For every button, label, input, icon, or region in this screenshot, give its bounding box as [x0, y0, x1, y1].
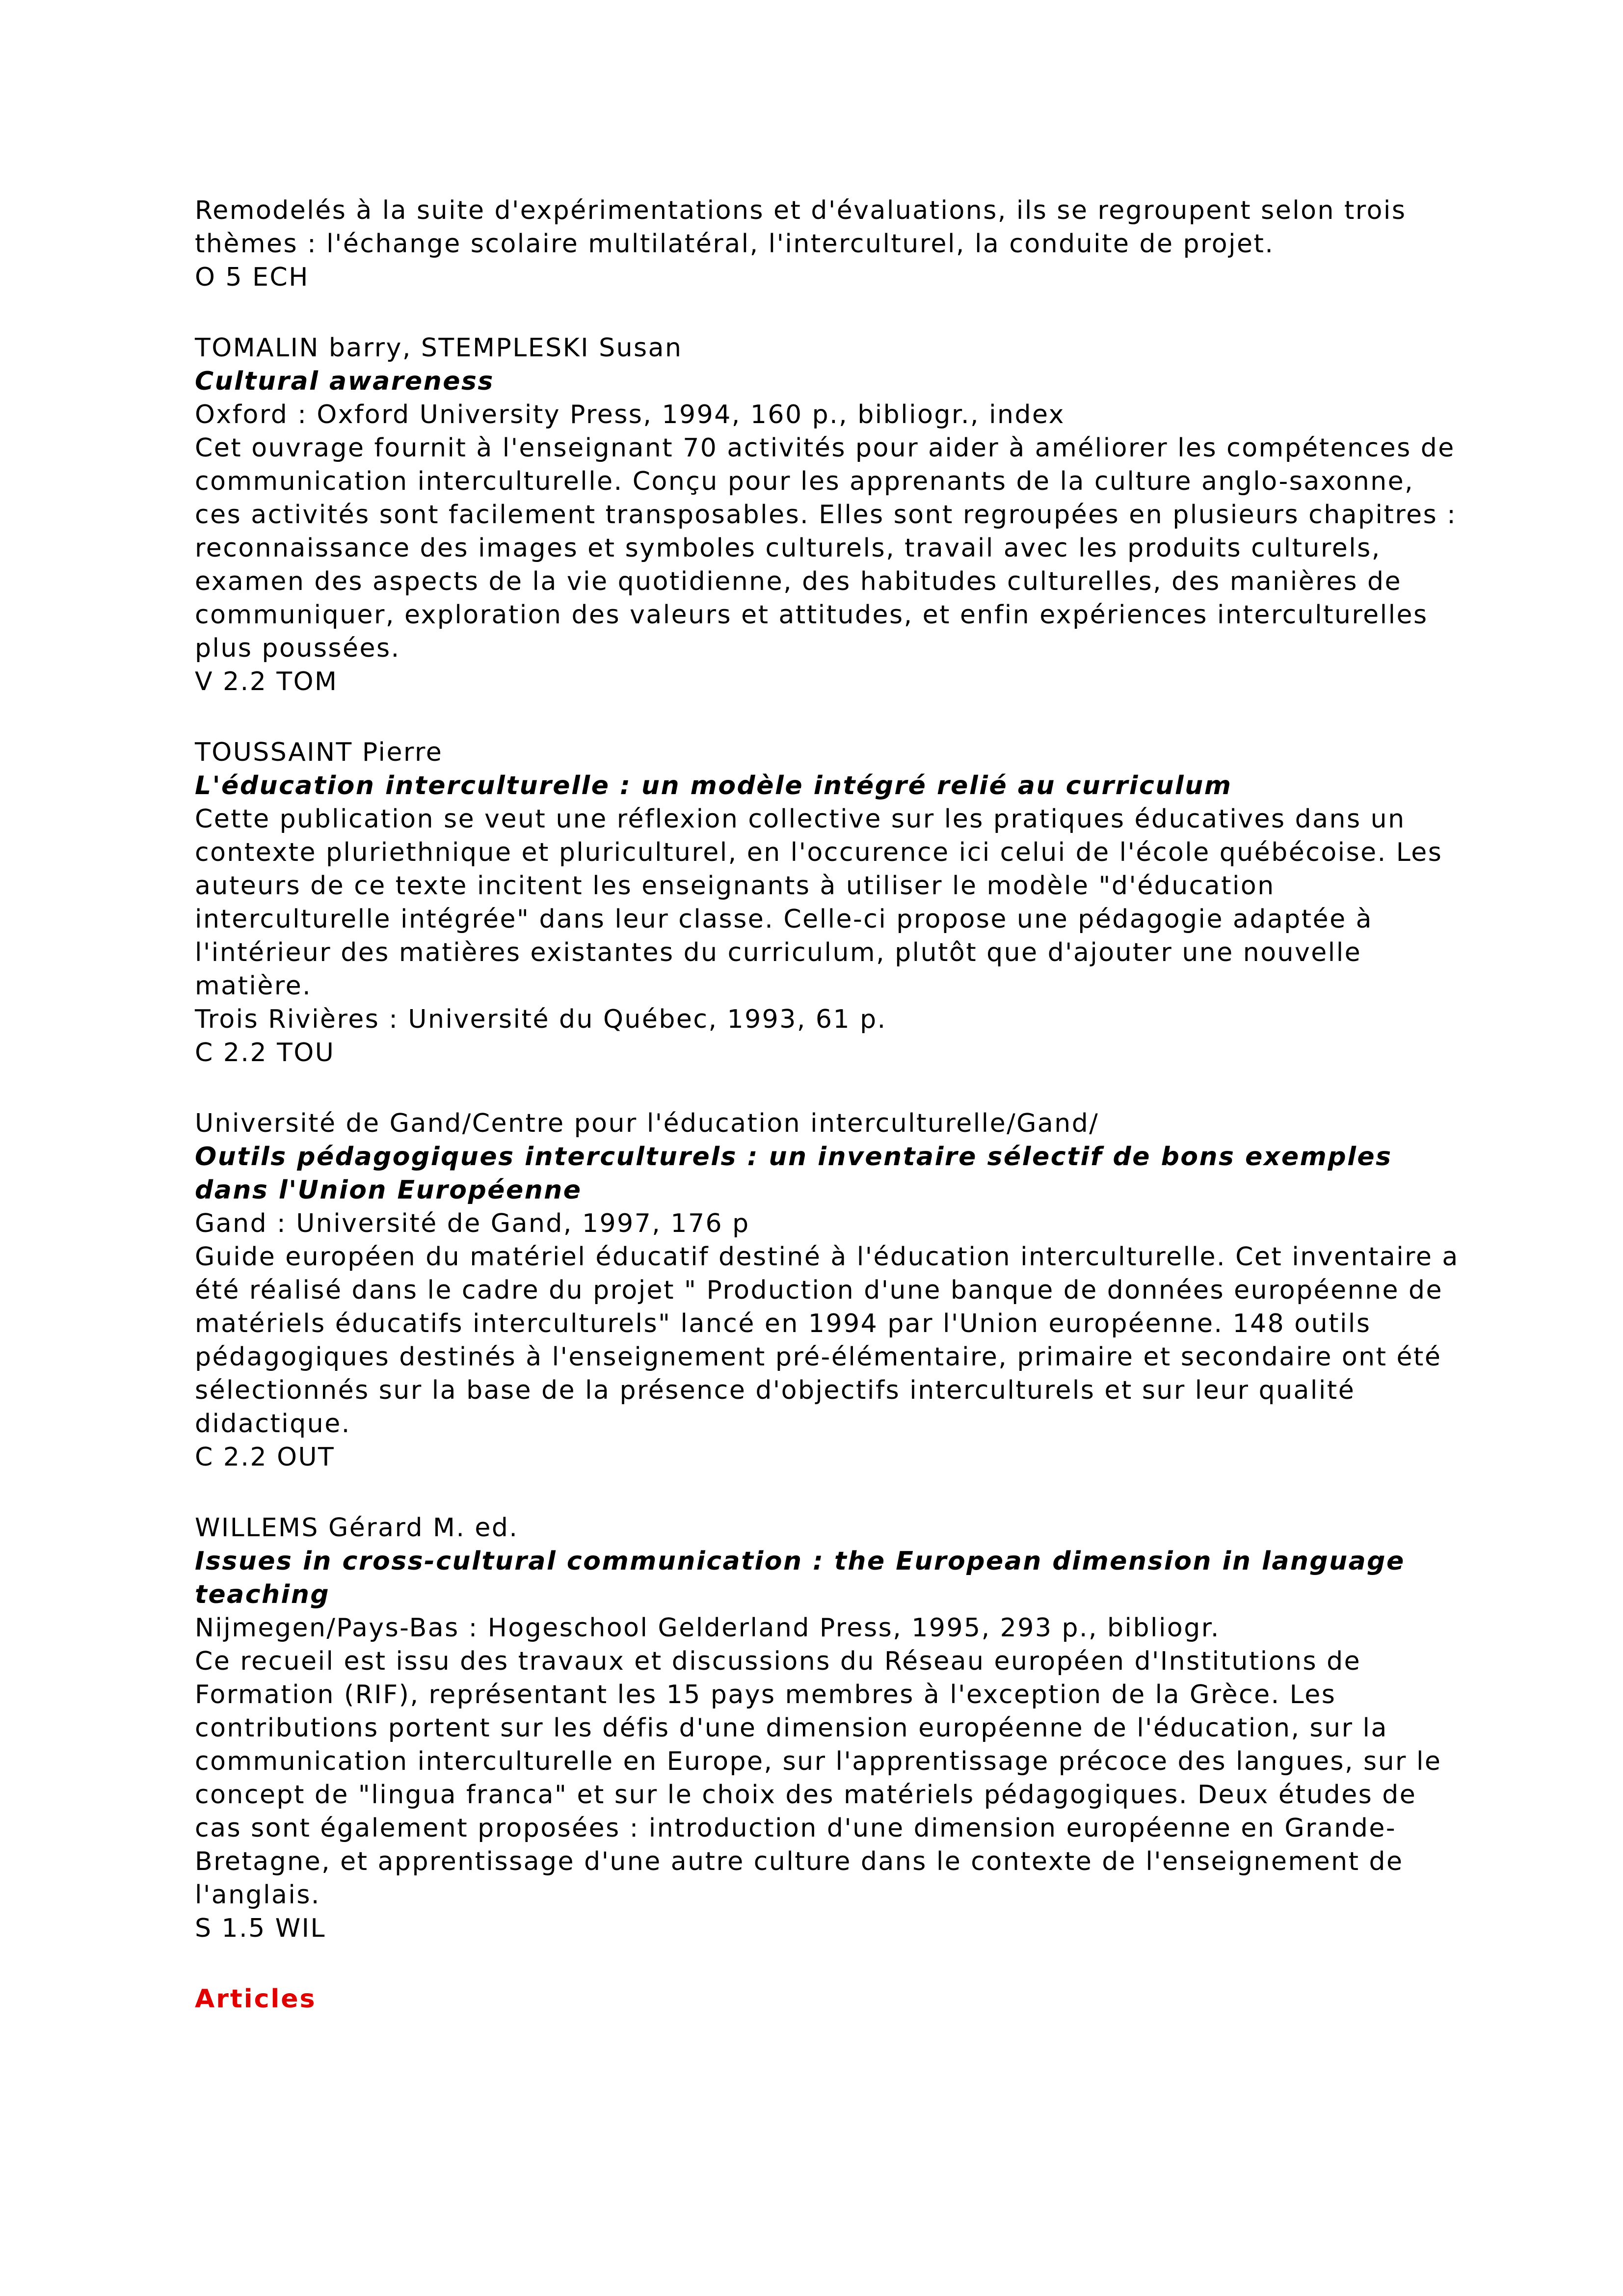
entry-description-line: communiquer, exploration des valeurs et attitudes, et enfin expériences interculturelles [195, 600, 1428, 630]
entry-description-line: communication interculturelle. Conçu pour les apprenants de la culture anglo-saxonne, [195, 467, 1414, 496]
entry-description-line: Cet ouvrage fournit à l'enseignant 70 activités pour aider à améliorer les compétences de [195, 433, 1455, 463]
entry-title: dans l'Union Européenne [195, 1175, 582, 1205]
entry-author: TOMALIN barry, STEMPLESKI Susan [195, 333, 683, 363]
call-number: C 2.2 TOU [195, 1038, 335, 1068]
spacer [195, 1069, 1451, 1107]
entry-title: teaching [195, 1580, 330, 1609]
entry-description-line: Ce recueil est issu des travaux et discussions du Réseau européen d'Institutions de [195, 1647, 1361, 1676]
entry-author: TOUSSAINT Pierre [195, 738, 443, 767]
entry-description-line: reconnaissance des images et symboles culturels, travail avec les produits culturels, [195, 534, 1381, 563]
document-page [195, 194, 1459, 2016]
entry-publication: Gand : Université de Gand, 1997, 176 p [195, 1209, 750, 1238]
entry-description-line: contributions portent sur les défis d'une dimension européenne de l'éducation, sur la [195, 1713, 1388, 1743]
entry-description-line: auteurs de ce texte incitent les enseignants à utiliser le modèle "d'éducation [195, 871, 1275, 901]
entry-description-line: concept de "lingua franca" et sur le choix des matériels pédagogiques. Deux études de [195, 1780, 1417, 1810]
entry-description-line: communication interculturelle en Europe, sur l'apprentissage précoce des langues, sur le [195, 1747, 1442, 1776]
entry-author: WILLEMS Gérard M. ed. [195, 1513, 519, 1543]
intro-line: thèmes : l'échange scolaire multilatéral, l'interculturel, la conduite de projet. [195, 229, 1275, 259]
entry-publication: Oxford : Oxford University Press, 1994, 160 p., bibliogr., index [195, 400, 1065, 429]
entry-description-line: Guide européen du matériel éducatif destiné à l'éducation interculturelle. Cet inventaire a [195, 1242, 1459, 1272]
entry-description-line: l'intérieur des matières existantes du curriculum, plutôt que d'ajouter une nouvelle [195, 938, 1362, 967]
section-heading: Articles [195, 1984, 317, 2014]
call-number: O 5 ECH [195, 263, 309, 292]
bibliography-entry [195, 736, 1451, 1069]
spacer [195, 1474, 1451, 1511]
entry-description-line: contexte pluriethnique et pluriculturel, en l'occurence ici celui de l'école québécoise. Les [195, 838, 1443, 867]
spacer [195, 698, 1451, 736]
entry-author: Université de Gand/Centre pour l'éducation interculturelle/Gand/ [195, 1109, 1099, 1138]
entry-description-line: l'anglais. [195, 1880, 320, 1910]
call-number: V 2.2 TOM [195, 667, 338, 696]
entry-description-line: Bretagne, et apprentissage d'une autre culture dans le contexte de l'enseignement de [195, 1847, 1404, 1876]
entry-description-line: été réalisé dans le cadre du projet " Production d'une banque de données européenne de [195, 1276, 1443, 1305]
entry-description-line: sélectionnés sur la base de la présence d'objectifs interculturels et sur leur qualité [195, 1376, 1356, 1405]
entry-description-line: cas sont également proposées : introduction d'une dimension européenne en Grande- [195, 1814, 1397, 1843]
entry-title: L'éducation interculturelle : un modèle intégré relié au curriculum [195, 771, 1232, 801]
entry-title: Issues in cross-cultural communication : the European dimension in language [195, 1547, 1405, 1576]
entry-description-line: pédagogiques destinés à l'enseignement pré-élémentaire, primaire et secondaire ont été [195, 1342, 1442, 1372]
entry-description-line: Formation (RIF), représentant les 15 pays membres à l'exception de la Grèce. Les [195, 1680, 1336, 1709]
bibliography-entry [195, 1511, 1451, 1945]
entry-title: Cultural awareness [195, 367, 494, 396]
entry-description-line: examen des aspects de la vie quotidienne, des habitudes culturelles, des manières de [195, 567, 1402, 596]
bibliography-entry [195, 331, 1457, 698]
intro-paragraph [195, 194, 1451, 294]
bibliography-entry [195, 1107, 1459, 1474]
entry-publication: Trois Rivières : Université du Québec, 1993, 61 p. [195, 1005, 887, 1034]
spacer [195, 1945, 1451, 1982]
entry-description-line: Cette publication se veut une réflexion collective sur les pratiques éducatives dans un [195, 804, 1406, 834]
entry-description-line: ces activités sont facilement transposables. Elles sont regroupées en plusieurs chapitres : [195, 500, 1457, 530]
entry-description-line: matière. [195, 971, 312, 1001]
call-number: S 1.5 WIL [195, 1914, 326, 1943]
entry-title: Outils pédagogiques interculturels : un inventaire sélectif de bons exemples [195, 1142, 1392, 1172]
entry-description-line: didactique. [195, 1409, 351, 1439]
entry-description-line: plus poussées. [195, 634, 400, 663]
entry-description-line: interculturelle intégrée" dans leur classe. Celle-ci propose une pédagogie adaptée à [195, 905, 1373, 934]
intro-line: Remodelés à la suite d'expérimentations et d'évaluations, ils se regroupent selon trois [195, 196, 1407, 225]
entry-publication: Nijmegen/Pays-Bas : Hogeschool Gelderland Press, 1995, 293 p., bibliogr. [195, 1613, 1220, 1643]
spacer [195, 294, 1451, 331]
entry-description-line: matériels éducatifs interculturels" lancé en 1994 par l'Union européenne. 148 outils [195, 1309, 1371, 1338]
call-number: C 2.2 OUT [195, 1442, 335, 1472]
